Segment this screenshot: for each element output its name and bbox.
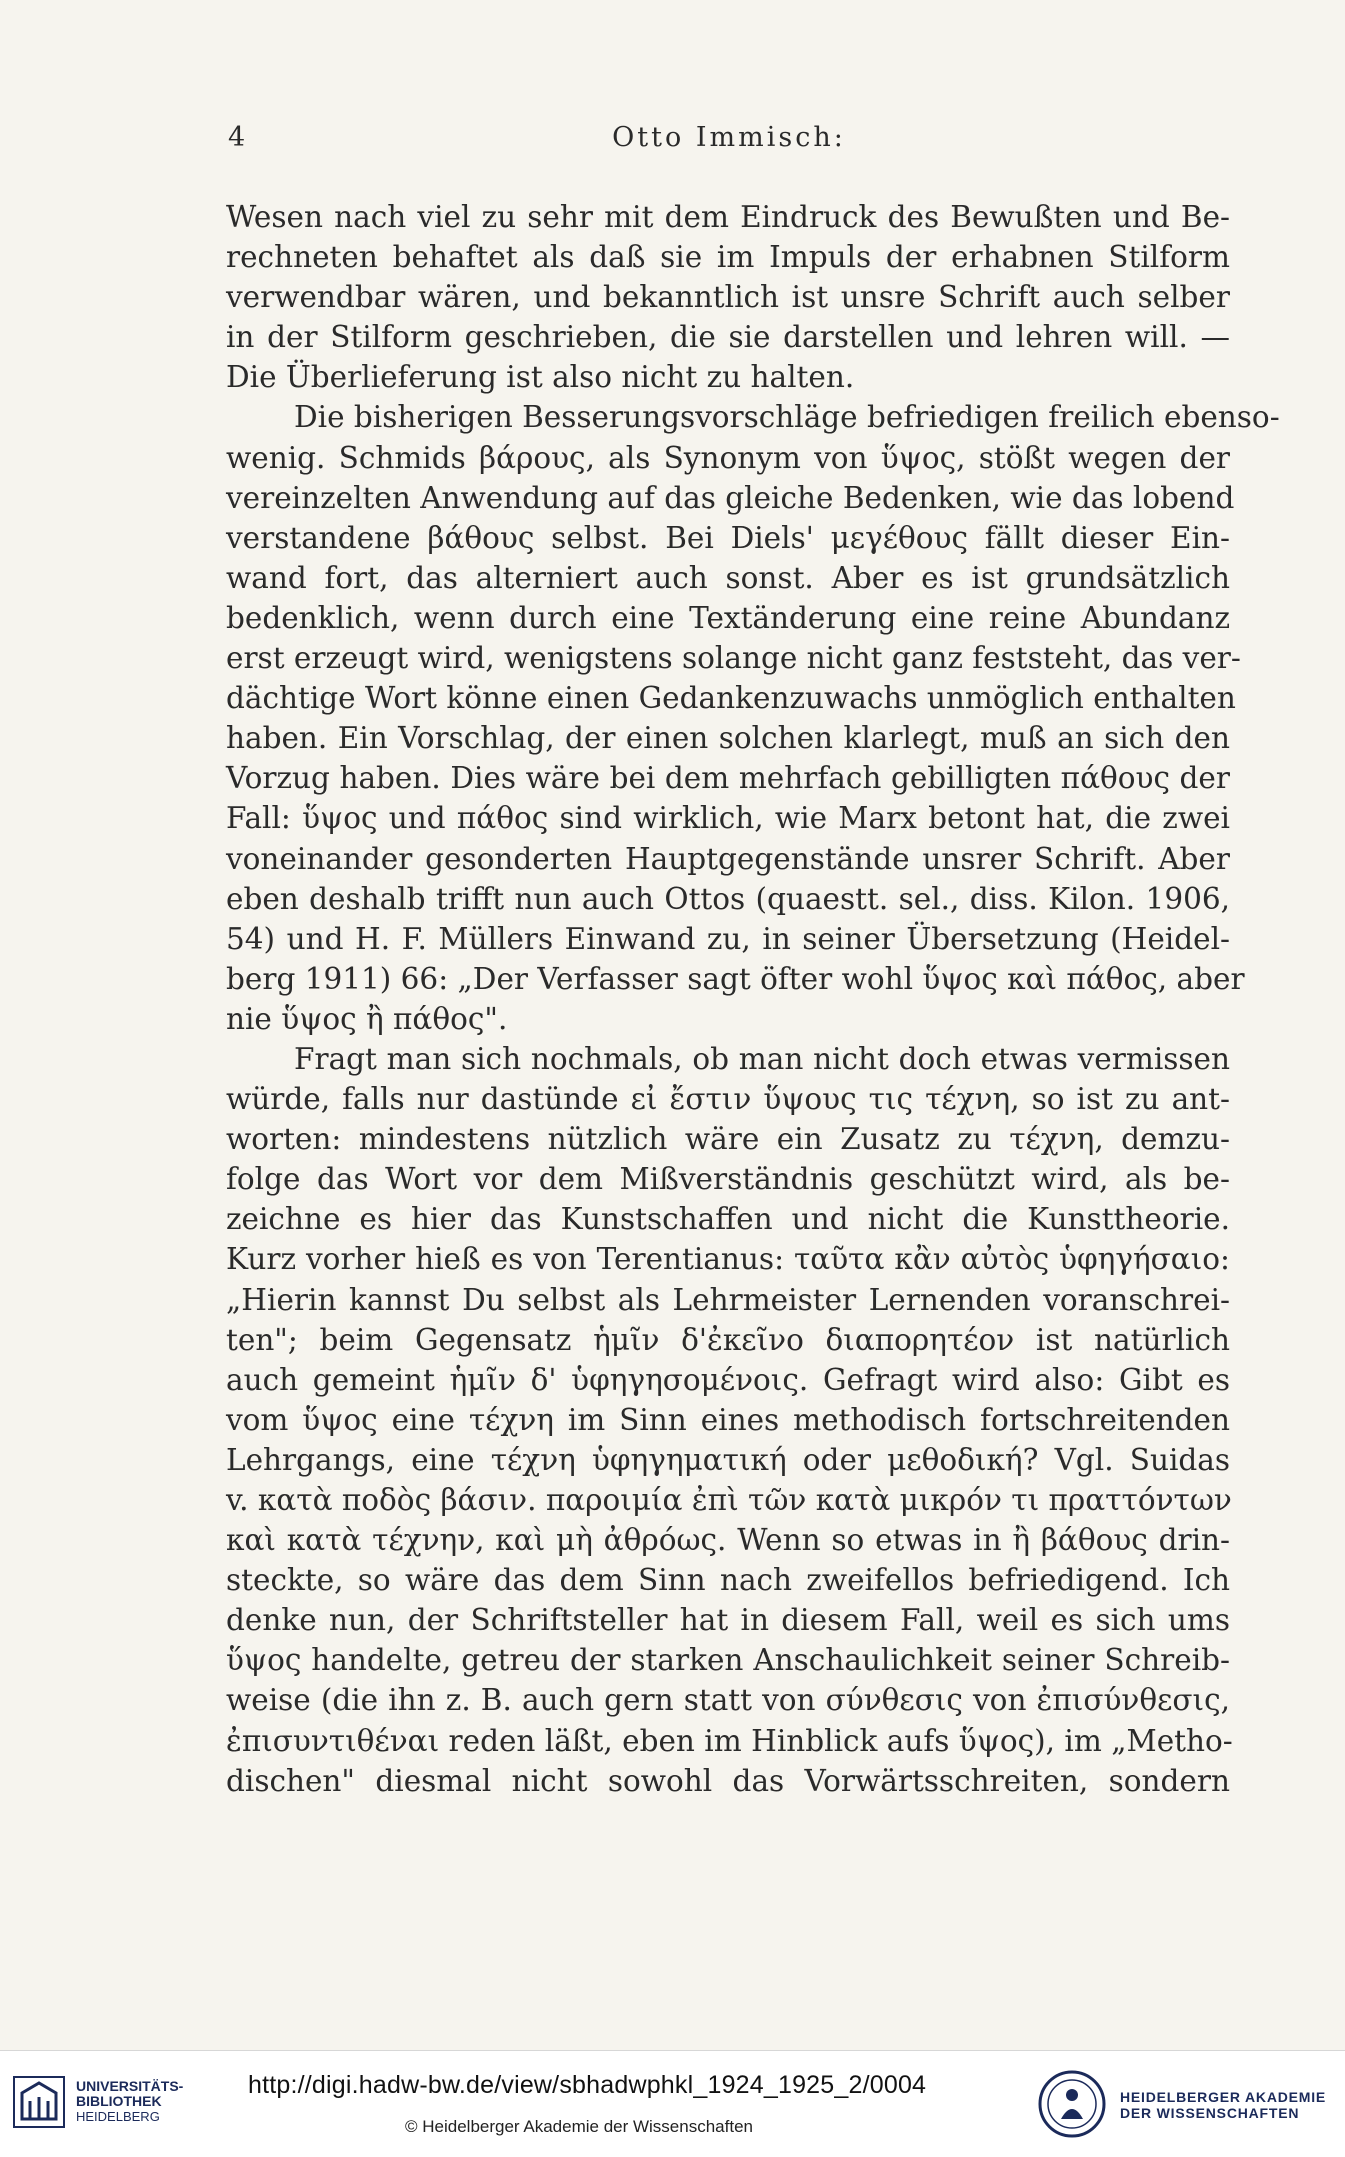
academy-name-line: HEIDELBERGER AKADEMIE [1120,2089,1327,2105]
running-title: Otto Immisch: [612,122,846,153]
text-line: verstandene βάθους selbst. Bei Diels' μεγέθους fällt dieser Ein- [226,520,1230,555]
text-line: wand fort, das alterniert auch sonst. Aber es ist grundsätzlich [226,560,1230,595]
text-line: dächtige Wort könne einen Gedankenzuwachs unmöglich enthalten [226,681,1236,716]
library-name-line: BIBLIOTHEK [76,2093,162,2109]
text-line: „Hierin kannst Du selbst als Lehrmeister Lernenden voranschrei- [226,1282,1230,1317]
text-line: zeichne es hier das Kunstschaffen und nicht die Kunsttheorie. [226,1202,1230,1237]
text-line: Fragt man sich nochmals, ob man nicht doch etwas vermissen [294,1041,1230,1076]
text-line: Die bisherigen Besserungsvorschläge befriedigen freilich ebenso- [294,400,1280,435]
text-line: dischen" diesmal nicht sowohl das Vorwärtsschreiten, sondern [226,1763,1230,1798]
text-line: Wesen nach viel zu sehr mit dem Eindruck des Bewußten und Be- [226,200,1230,234]
text-line: verwendbar wären, und bekanntlich ist unsre Schrift auch selber [226,280,1230,315]
library-name-line: UNIVERSITÄTS- [76,2078,184,2094]
text-line: folge das Wort vor dem Mißverständnis geschützt wird, als be- [226,1162,1230,1197]
page-number: 4 [228,122,247,153]
text-line: wenig. Schmids βάρους, als Synonym von ὕψος, stößt wegen der [226,440,1230,475]
university-library-name [76,2079,183,2124]
academy-seal-icon [1037,2069,1107,2139]
text-line: ten"; beim Gegensatz ἡμῖν δ'ἐκεῖνο διαπορητέον ist natürlich [226,1322,1230,1357]
text-line: vereinzelten Anwendung auf das gleiche Bedenken, wie das lobend [226,480,1235,515]
text-line: erst erzeugt wird, wenigstens solange nicht ganz feststeht, das ver- [226,641,1241,676]
copyright-notice: © Heidelberger Akademie der Wissenschaften [405,2117,753,2136]
viewer-footer [0,2050,1345,2157]
university-library-logo-icon [12,2073,66,2131]
text-line: rechneten behaftet als daß sie im Impuls der erhabnen Stilform [226,240,1230,275]
text-line: Die Überlieferung ist also nicht zu halten. [226,360,855,395]
text-line: Vorzug haben. Dies wäre bei dem mehrfach gebilligten πάθους der [226,761,1230,796]
text-line: würde, falls nur dastünde εἰ ἔστιν ὕψους τις τέχνη, so ist zu ant- [226,1082,1230,1117]
text-line: Kurz vorher hieß es von Terentianus: ταῦτα κἂν αὐτὸς ὑφηγήσαιο: [226,1242,1230,1277]
text-line: berg 1911) 66: „Der Verfasser sagt öfter wohl ὕψος καὶ πάθος, aber [226,961,1245,996]
text-line: eben deshalb trifft nun auch Ottos (quaestt. sel., diss. Kilon. 1906, [226,881,1230,916]
text-line: haben. Ein Vorschlag, der einen solchen klarlegt, muß an sich den [226,721,1230,756]
text-line: καὶ κατὰ τέχνην, καὶ μὴ ἀθρόως. Wenn so etwas in ἢ βάθους drin- [226,1523,1230,1558]
text-line: v. κατὰ ποδὸς βάσιν. παροιμία ἐπὶ τῶν κατὰ μικρόν τι πραττόντων [226,1483,1232,1517]
academy-name [1120,2089,1326,2121]
text-line: ὕψος handelte, getreu der starken Anschaulichkeit seiner Schreib- [226,1643,1230,1678]
text-line: steckte, so wäre das dem Sinn nach zweifellos befriedigend. Ich [226,1563,1230,1598]
text-line: weise (die ihn z. B. auch gern statt von σύνθεσις von ἐπισύνθεσις, [226,1683,1230,1718]
text-line: nie ὕψος ἢ πάθος". [226,1001,508,1036]
permalink-url[interactable]: http://digi.hadw-bw.de/view/sbhadwphkl_1924_1925_2/0004 [248,2071,927,2099]
text-line: denke nun, der Schriftsteller hat in diesem Fall, weil es sich ums [226,1603,1230,1638]
academy-name-line: DER WISSENSCHAFTEN [1120,2105,1300,2121]
text-line: bedenklich, wenn durch eine Textänderung eine reine Abundanz [226,600,1230,635]
text-line: worten: mindestens nützlich wäre ein Zusatz zu τέχνη, demzu- [226,1122,1230,1157]
text-line: ἐπισυντιθέναι reden läßt, eben im Hinblick aufs ὕψος), im „Metho- [226,1723,1233,1758]
text-line: 54) und H. F. Müllers Einwand zu, in seiner Übersetzung (Heidel- [226,921,1230,956]
text-line: voneinander gesonderten Hauptgegenstände unsrer Schrift. Aber [226,841,1230,876]
text-line: auch gemeint ἡμῖν δ' ὑφηγησομένοις. Gefragt wird also: Gibt es [226,1362,1230,1397]
library-name-line: HEIDELBERG [76,2109,160,2124]
page-header [228,122,1230,162]
text-line: Fall: ὕψος und πάθος sind wirklich, wie Marx betont hat, die zwei [226,801,1230,836]
body-text [226,197,1280,1801]
text-line: in der Stilform geschrieben, die sie darstellen und lehren will. — [226,320,1230,355]
text-line: Lehrgangs, eine τέχνη ὑφηγηματική oder μεθοδική? Vgl. Suidas [226,1442,1230,1477]
text-line: vom ὕψος eine τέχνη im Sinn eines methodisch fortschreitenden [226,1402,1230,1437]
